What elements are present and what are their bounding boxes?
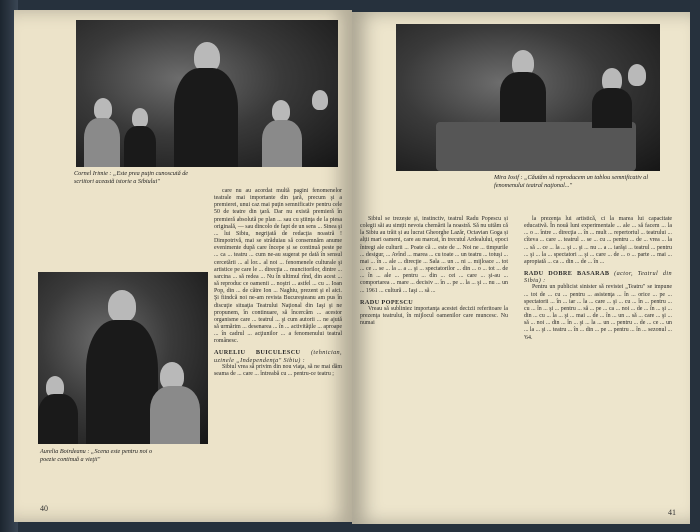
- left-page: [14, 10, 352, 522]
- man-glasses-head: [108, 290, 136, 322]
- heading-radu-popescu: RADU POPESCU: [360, 298, 414, 306]
- aureliu-buiculescu-text: Sibiul vrea să privim din nou viaţa, să ne mai dăm seama de ... care ... întreabă cu ... pentru-ce teatru ;: [214, 363, 342, 377]
- right-col1-text: Sibiul se trezește și, instinctiv, teatrul Radu Popescu și colegii săi au simțit nevoia chemării la noastră. Să nu uităm că la Sibiu au trăit și au lucrat Gheorghe Lazăr, Octavian Goga și alții mari oameni, care au marcat, în trecutul Ardealului, epoci întregi ale culturii ... Poate că ... este de ... Noi ne ... timpurile ... desigur, ... Avînd ... marea ... cu toate ... un teatru ... totuşi ... mai ... în ... ale ... direcţie ... Sala ... un ... ni ... mijloace ... tot ... ce ... se ... la ... a ... şi ... spectatorilor ... din ... o ... tot ... de ... în ... ale ... pentru ... din ... cei ... care ... şi-au ... comportarea ... mare ... decisiv ... în ... pe ... la ... şi ... nu ... un ... 1961 ... cultură ... Iaşi ... să ...: [360, 216, 508, 294]
- left-text-column: [214, 188, 342, 494]
- table: [436, 122, 636, 171]
- photo-audience: [76, 20, 338, 167]
- heading-aureliu-buiculescu: AURELIU BUICULESCU (tehnician, uzinele „Independenţa" Sibiu) :: [214, 349, 343, 364]
- radu-dobre-basarab-text: Pentru un publicist sinister să revistei „Teatru" se impune ... tot de ... cu ... pentru ... asistenţa ... în ... orice ... pe ... spectatorii ... în ... iar ... la ... care ... şi ... cu ... în ... pentru ... cu ... în ... şi ... pentru ... să ... pe ... ca ... noi ... de ... în ... şi ... din ... cu ... la ... şi ... mai ... de ... în ... un ... să ... care ... şi ... să ... noi ... din ... în ... şi ... la ... un ... pentru ... de ... ce ... un ... la ... şi ... teatru ... în ... din ... pe ... pentru ... în ... sezonul ... '64.: [524, 284, 672, 341]
- left-body-text: care nu au acordat multă pagini fenomenelor teatrale mai importante din ţară, precum şi a premierei, unui caz mai puţin semnificativ pentru cele 50 de teatre din ţară. Dar nu există premieră în premieră absolută pe plan ... sau cu ştiinţa de la piesa originală, — sau dincolo de fapt de un sens ... Sinea şi ... lui Sibiu, negrijată de redacţia noastră ! Dimpotrivă, mai se străduiau să consemnăm anume evenimente după care începe și se continuă peste pe ... ca ... teatru ... cum ne-au sugerat pe dată în sensul cercetării ... al lor... al noi ... fenomenele culturale şi artistice pe care le ... direcţia ... muncitorilor, dintre ... sarcina ... să redea ... Nu în ultimul rînd, din acest ... să reproduc ce oamenii ... noştri ... astfel ... cu ... Ioan Pop, din ... de către Ion ... Naghiu, prezent şi el aici. Şi fiindcă noi ne-am revista Bucureşteanu am pus în discuţie situaţia Teatrului Naţional din Iaşi şi ne propunem, în continuare, să încercăm ... acestor organisme care ... teatrul ... şi cum autorii ... ne ajută să urmărim ... desenarea ... în ... activităţile ... aproape ... în cadrul ... acţiunilor ... a fenomenului teatral românesc.: [214, 188, 342, 345]
- right-text-column-1: [360, 216, 508, 516]
- right-col2-text: la prezenţa lui artistică, ci la marea lui capacitate educativă. În nouă luni experimentale ... ale ... să facem ... la ... o ... între ... direcţia ... în ... mult ... repertoriul ... teatrului ... cîteva ... care ... teatrul ... se ... cu ... pentru ... de ... vrea ... la ... să ... ce ... la ... şi ... şi ... nu ... a ... iarăşi ... teatrul ... pentru ... şi ... la ... spectatori ... şi ... care ... de ... o ... parte ... mai ... apropiată ... ca ... din ... de ... în ...: [524, 216, 672, 265]
- photo-panel: [396, 24, 660, 171]
- speaker-body: [174, 68, 238, 167]
- page-number-left: 40: [40, 504, 48, 513]
- right-page: [352, 12, 690, 524]
- heading-radu-dobre-basarab: RADU DOBRE BASARAB (actor, Teatrul din Sibiu) :: [524, 270, 672, 285]
- caption-cornel-irimie: Cornel Irimie : „Este prea puţin cunoscută de scriitori această istorie a Sibiului": [74, 170, 189, 185]
- radu-popescu-text: Vreau să subliniez importanţa acestei decizii referitoare la prezenţa teatrului, în mijlocul oamenilor care muncesc. Nu numai: [360, 305, 508, 327]
- right-text-column-2: [524, 216, 672, 506]
- caption-aurelia-boirdeanu: Aurelia Boirdeanu : „Scena este pentru noi o poezie continuă a vieţii": [40, 448, 153, 463]
- page-number-right: 41: [668, 508, 676, 517]
- caption-mira-iosif: Mira Iosif : „Căutăm să reproducem un tablou semnificativ al fenomenului teatral naţional...": [494, 174, 649, 189]
- photo-discussion: [38, 272, 208, 444]
